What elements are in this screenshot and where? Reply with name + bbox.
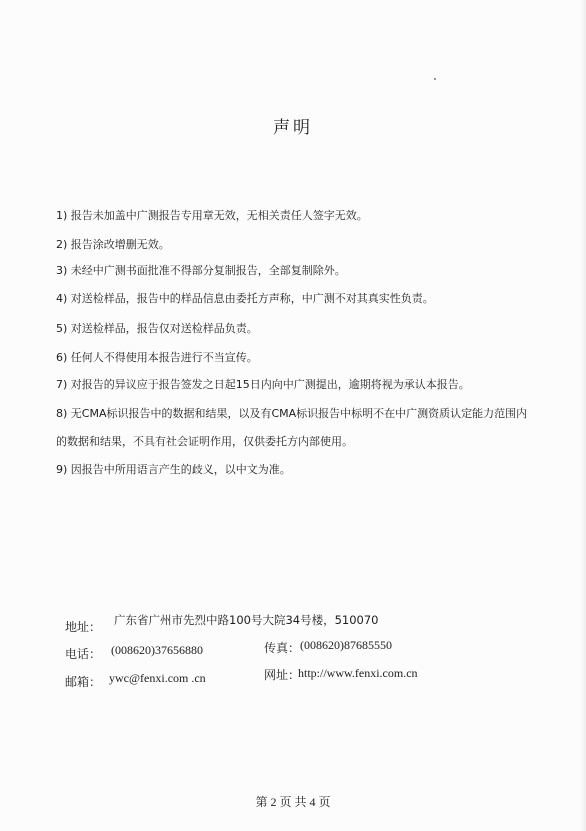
address-label: 地址： bbox=[65, 620, 102, 634]
website-label: 网址： bbox=[264, 668, 301, 682]
page-number: 第 2 页 共 4 页 bbox=[255, 795, 331, 809]
phone-label: 电话： bbox=[65, 647, 102, 661]
clause-9: 9) 因报告中所用语言产生的歧义，以中文为准。 bbox=[56, 463, 291, 476]
clause-8-continued: 的数据和结果，不具有社会证明作用，仅供委托方内部使用。 bbox=[56, 435, 353, 448]
address-value: 广东省广州市先烈中路100号大院34号楼，510070 bbox=[114, 613, 379, 627]
clause-4: 4) 对送检样品，报告中的样品信息由委托方声称，中广测不对其真实性负责。 bbox=[56, 292, 434, 305]
website-value: http://www.fenxi.com.cn bbox=[298, 666, 418, 680]
phone-value: (008620)37656880 bbox=[111, 643, 203, 657]
clause-1: 1) 报告未加盖中广测报告专用章无效，无相关责任人签字无效。 bbox=[56, 209, 368, 222]
clause-5: 5) 对送检样品，报告仅对送检样品负责。 bbox=[56, 322, 258, 335]
clause-8: 8) 无CMA标识报告中的数据和结果，以及有CMA标识报告中标明不在中广测资质认定能力范围内 bbox=[56, 407, 528, 420]
clause-3: 3) 未经中广测书面批准不得部分复制报告，全部复制除外。 bbox=[56, 264, 346, 277]
clause-6: 6) 任何人不得使用本报告进行不当宣传。 bbox=[56, 351, 258, 364]
page-title: 声明 bbox=[273, 118, 313, 138]
clause-7: 7) 对报告的异议应于报告签发之日起15日内向中广测提出，逾期将视为承认本报告。 bbox=[56, 378, 470, 391]
fax-label: 传真： bbox=[264, 641, 301, 655]
fax-value: (008620)87685550 bbox=[300, 638, 392, 652]
scan-speck bbox=[434, 78, 436, 80]
email-value: ywc@fenxi.com .cn bbox=[109, 671, 206, 685]
clause-2: 2) 报告涂改增删无效。 bbox=[56, 238, 170, 251]
email-label: 邮箱： bbox=[65, 675, 102, 689]
